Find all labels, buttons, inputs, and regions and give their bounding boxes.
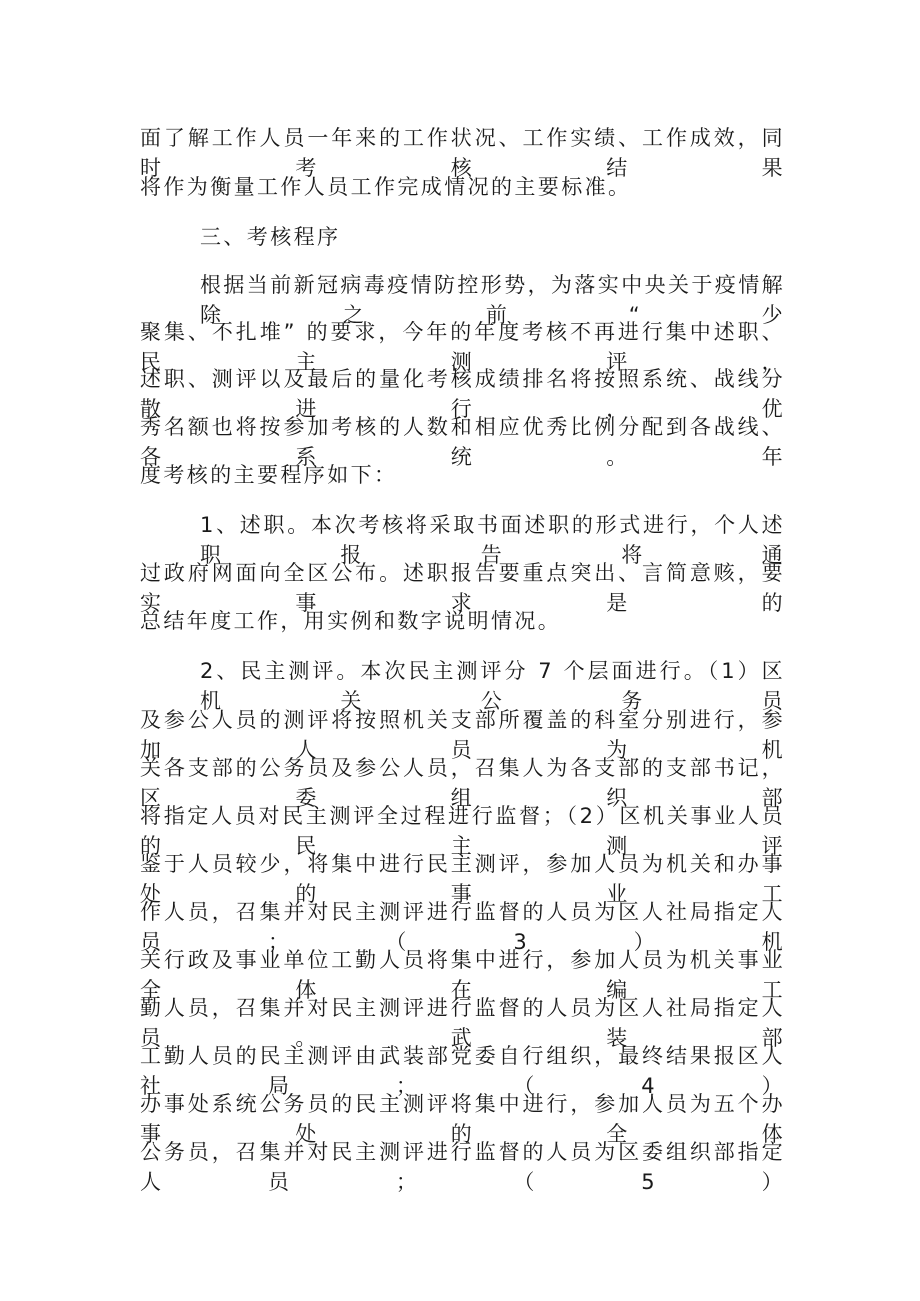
paragraph-line: 勤人员，召集并对民主测评进行监督的人员为区人社局指定人员。武装部	[140, 996, 785, 1050]
paragraph-line: 面了解工作人员一年来的工作状况、工作实绩、工作成效，同时考核结果	[140, 126, 785, 180]
paragraph-line: 办事处系统公务员的民主测评将集中进行，参加人员为五个办事处的全体	[140, 1092, 785, 1146]
paragraph-line: 关行政及事业单位工勤人员将集中进行，参加人员为机关事业全体在编工	[140, 948, 785, 1002]
paragraph-line: 作人员，召集并对民主测评进行监督的人员为区人社局指定人员；（3）机	[140, 900, 785, 954]
paragraph-line: 将指定人员对民主测评全过程进行监督；（2）区机关事业人员的民主测评	[140, 804, 785, 858]
paragraph-line: 工勤人员的民主测评由武装部党委自行组织，最终结果报区人社局；（4）	[140, 1044, 785, 1098]
paragraph-line: 述职、测评以及最后的量化考核成绩排名将按照系统、战线分散进行，优	[140, 367, 785, 421]
paragraph-line: 度考核的主要程序如下：	[140, 463, 398, 487]
paragraph-line: 关各支部的公务员及参公人员，召集人为各支部的支部书记，区委组织部	[140, 756, 785, 810]
paragraph-line: 聚集、不扎堆” 的要求，今年的年度考核不再进行集中述职、民主测评，	[140, 320, 785, 374]
paragraph-line: 及参公人员的测评将按照机关支部所覆盖的科室分别进行，参加人员为机	[140, 708, 785, 762]
section-heading: 三、考核程序	[200, 225, 341, 249]
paragraph-line: 1、述职。本次考核将采取书面述职的形式进行，个人述职报告将通	[200, 513, 785, 567]
paragraph-line: 根据当前新冠病毒疫情防控形势，为落实中央关于疫情解除之前“少	[200, 273, 785, 327]
paragraph-line: 将作为衡量工作人员工作完成情况的主要标准。	[140, 175, 632, 199]
paragraph-line: 总结年度工作，用实例和数字说明情况。	[140, 609, 562, 633]
paragraph-line: 鉴于人员较少，将集中进行民主测评，参加人员为机关和办事处的事业工	[140, 852, 785, 906]
paragraph-line: 过政府网面向全区公布。述职报告要重点突出、言简意赅，要实事求是的	[140, 561, 785, 615]
paragraph-line: 2、民主测评。本次民主测评分 7 个层面进行。（1）区机关公务员	[200, 659, 785, 713]
paragraph-line: 秀名额也将按参加考核的人数和相应优秀比例分配到各战线、各系统。年	[140, 415, 785, 469]
paragraph-line: 公务员，召集并对民主测评进行监督的人员为区委组织部指定人员；（5）	[140, 1140, 785, 1194]
